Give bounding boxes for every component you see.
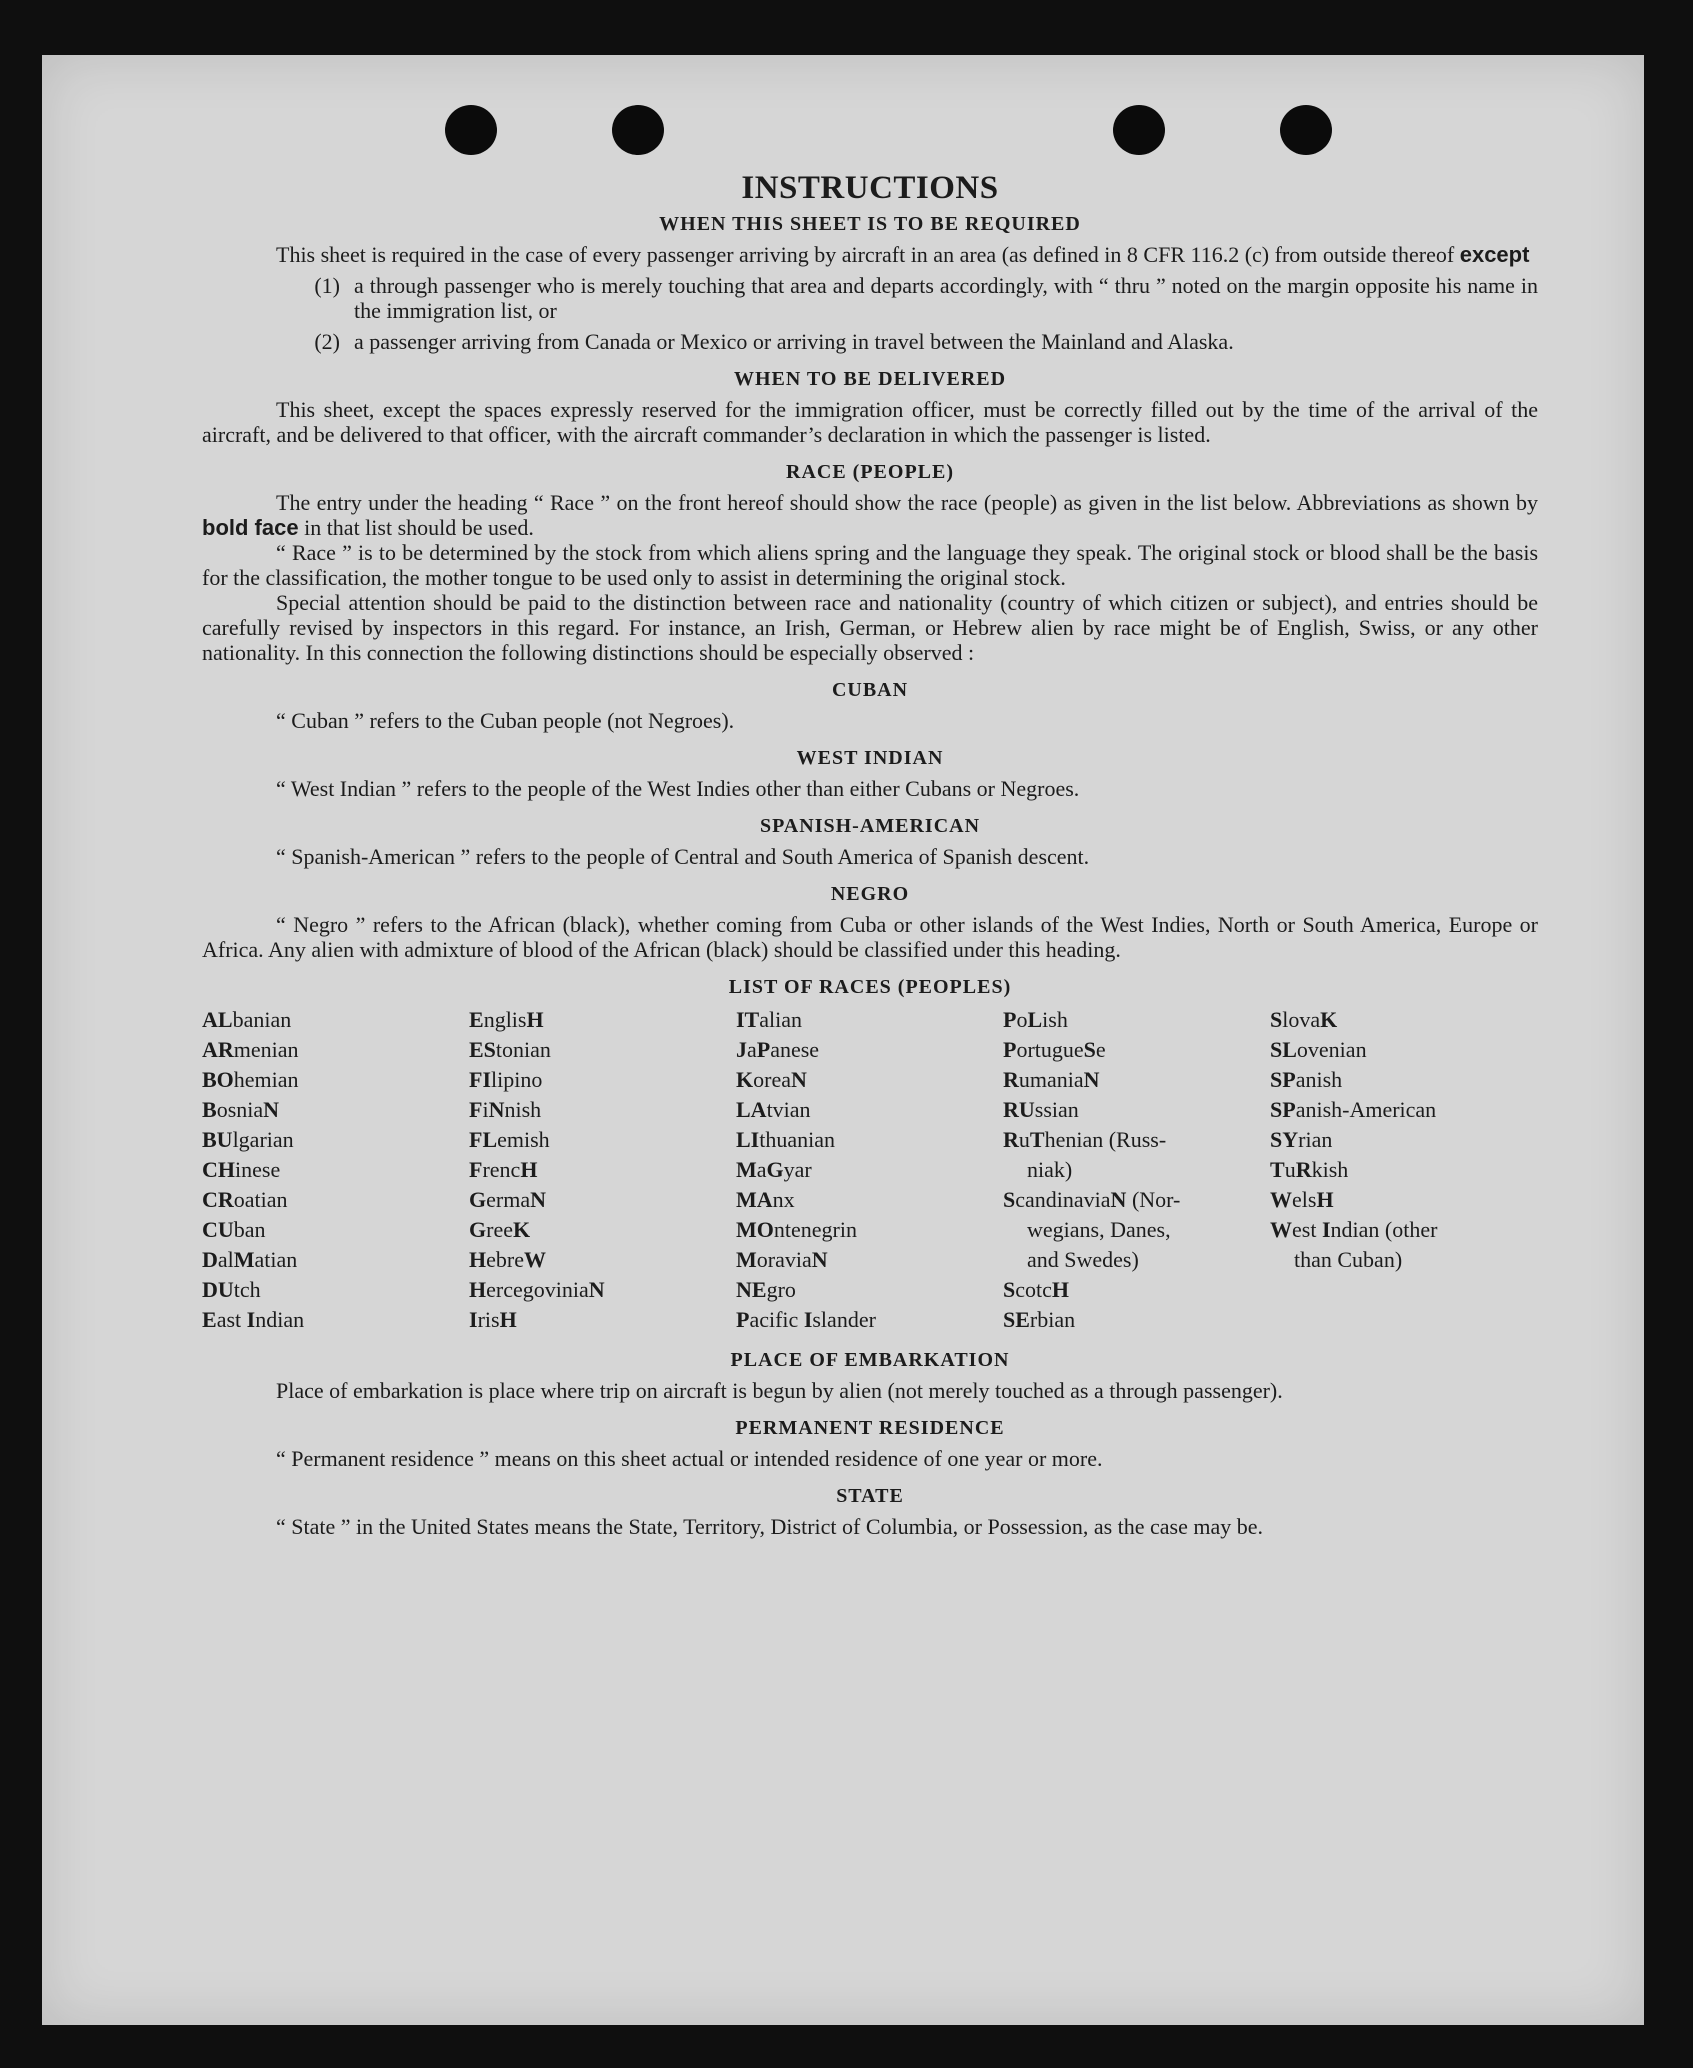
race-text: lgarian — [232, 1127, 294, 1152]
race-text: slander — [812, 1307, 876, 1332]
race-entry — [469, 1095, 736, 1125]
race-entry — [1270, 1095, 1537, 1125]
race-text: ssian — [1034, 1097, 1079, 1122]
race-abbreviation: NE — [736, 1277, 767, 1302]
punch-hole — [1280, 105, 1332, 155]
race-entry — [202, 1305, 469, 1335]
race-bold: bold face — [202, 515, 299, 540]
section-heading: PLACE OF EMBARKATION — [730, 1349, 1010, 1371]
race-entry — [736, 1125, 1003, 1155]
race-text: e — [1095, 1037, 1106, 1062]
race-abbreviation: P — [1003, 1037, 1017, 1062]
race-text: and Swedes) — [1027, 1247, 1139, 1272]
race-entry — [469, 1125, 736, 1155]
section-heading: LIST OF RACES (PEOPLES) — [728, 976, 1012, 998]
race-abbreviation: B — [202, 1097, 217, 1122]
race-entry — [1270, 1155, 1537, 1185]
race-entry — [1003, 1005, 1270, 1035]
race-abbreviation: W — [1270, 1217, 1292, 1242]
race-abbreviation: P — [736, 1307, 750, 1332]
race-column — [202, 1005, 469, 1335]
section-text — [202, 242, 1538, 267]
race-text: oatian — [233, 1187, 288, 1212]
race-entry — [469, 1275, 736, 1305]
section-text: “ Spanish-American ” refers to the people of Central and South America of Spanish descent. — [276, 844, 1090, 869]
race-text: anese — [770, 1037, 820, 1062]
section-text: Special attention should be paid to the distinction between race and nationality (country of which citizen or subject), and entries should be carefully revised by inspectors in this regard. For instance, an Irish, German, or Hebrew alien by race might be of English, Swiss, or any other nationality. In this connection the following distinctions should be especially observed : — [202, 590, 1538, 665]
race-entry — [469, 1245, 736, 1275]
race-text: osnia — [216, 1097, 264, 1122]
item-text: a passenger arriving from Canada or Mexico or arriving in travel between the Mainland and Alaska. — [354, 329, 1234, 354]
race-abbreviation: E — [469, 1007, 484, 1032]
race-abbreviation: P — [1003, 1007, 1017, 1032]
race-abbreviation: LA — [736, 1097, 767, 1122]
race-entry — [202, 1245, 469, 1275]
race-abbreviation: G — [766, 1157, 784, 1182]
race-text: a — [756, 1157, 767, 1182]
race-text: ree — [486, 1217, 513, 1242]
race-text: ndian — [255, 1307, 305, 1332]
race-abbreviation: H — [469, 1277, 487, 1302]
race-text: est — [1292, 1217, 1322, 1242]
race-abbreviation: H — [1316, 1187, 1334, 1212]
race-text: banian — [232, 1007, 292, 1032]
race-abbreviation: L — [1027, 1007, 1043, 1032]
race-abbreviation: S — [1083, 1037, 1096, 1062]
race-abbreviation: N — [1110, 1187, 1127, 1212]
race-text: ortugue — [1016, 1037, 1084, 1062]
race-text: wegians, Danes, — [1027, 1217, 1171, 1242]
race-text: ish — [1042, 1007, 1068, 1032]
section-text — [202, 490, 1538, 540]
race-text: els — [1292, 1187, 1317, 1212]
race-abbreviation: K — [512, 1217, 531, 1242]
race-abbreviation: R — [1003, 1067, 1019, 1092]
race-abbreviation: CU — [202, 1217, 234, 1242]
section-heading: SPANISH-AMERICAN — [759, 815, 981, 837]
race-entry — [202, 1035, 469, 1065]
race-text: in that list should be used. — [304, 515, 534, 540]
race-entry — [1003, 1125, 1270, 1155]
race-abbreviation: N — [488, 1097, 505, 1122]
race-abbreviation: T — [1270, 1157, 1285, 1182]
race-entry — [736, 1155, 1003, 1185]
section-heading: RACE (PEOPLE) — [786, 461, 954, 483]
race-text: u — [1284, 1157, 1296, 1182]
race-abbreviation: N — [1083, 1067, 1100, 1092]
race-text: yar — [783, 1157, 812, 1182]
race-abbreviation: CR — [202, 1187, 234, 1212]
race-abbreviation: LI — [736, 1127, 760, 1152]
race-entry — [202, 1095, 469, 1125]
race-text: rbian — [1029, 1307, 1076, 1332]
race-entry — [736, 1065, 1003, 1095]
race-entry — [202, 1155, 469, 1185]
section-text: “ Cuban ” refers to the Cuban people (not Negroes). — [276, 708, 735, 733]
race-abbreviation: F — [469, 1157, 483, 1182]
race-abbreviation: K — [736, 1067, 754, 1092]
race-text: The entry under the heading “ Race ” on the front hereof should show the race (people) as given in the list below. Abbreviations as shown by — [276, 490, 1538, 515]
race-entry — [469, 1065, 736, 1095]
race-entry — [469, 1185, 736, 1215]
race-abbreviation: N — [790, 1067, 807, 1092]
race-list — [202, 1005, 1538, 1335]
required-intro-bold: except — [1459, 242, 1530, 267]
race-abbreviation: D — [202, 1247, 218, 1272]
race-abbreviation: SE — [1003, 1307, 1030, 1332]
race-column — [1270, 1005, 1537, 1335]
race-entry — [1270, 1215, 1537, 1245]
item-number: (2) — [314, 329, 340, 354]
section-text: This sheet, except the spaces expressly reserved for the immigration officer, must be correctly filled out by the time of the arrival of the aircraft, and be delivered to that officer, with the aircraft commander’s declaration in which the passenger is listed. — [202, 397, 1538, 447]
race-abbreviation: H — [469, 1247, 487, 1272]
race-abbreviation: N — [530, 1187, 546, 1212]
race-abbreviation: SL — [1270, 1037, 1297, 1062]
race-entry — [202, 1005, 469, 1035]
race-entry — [1270, 1065, 1537, 1095]
race-abbreviation: AL — [202, 1007, 233, 1032]
section-heading: WHEN TO BE DELIVERED — [733, 368, 1007, 390]
list-item — [202, 273, 1538, 323]
race-entry — [1270, 1005, 1537, 1035]
race-entry — [1003, 1275, 1270, 1305]
race-abbreviation: BU — [202, 1127, 233, 1152]
race-abbreviation: I — [1321, 1217, 1331, 1242]
race-text: emish — [497, 1127, 550, 1152]
race-entry — [736, 1305, 1003, 1335]
section-text: “ State ” in the United States means the State, Territory, District of Columbia, or Possession, as the case may be. — [276, 1514, 1264, 1539]
item-number: (1) — [314, 273, 340, 298]
race-abbreviation: H — [499, 1307, 517, 1332]
section-text: “ West Indian ” refers to the people of the West Indies other than either Cubans or Negroes. — [276, 776, 1080, 801]
race-abbreviation: M — [736, 1157, 757, 1182]
race-abbreviation: T — [1029, 1127, 1045, 1152]
race-entry — [202, 1125, 469, 1155]
race-text: anish-American — [1295, 1097, 1437, 1122]
section-heading: WEST INDIAN — [796, 747, 944, 769]
race-text: candinavia — [1015, 1187, 1111, 1212]
race-entry — [1003, 1245, 1270, 1275]
race-abbreviation: W — [523, 1247, 546, 1272]
race-entry — [469, 1155, 736, 1185]
race-text: atian — [254, 1247, 298, 1272]
race-text: renc — [482, 1157, 521, 1182]
race-text: ovenian — [1296, 1037, 1367, 1062]
race-text: menian — [233, 1037, 299, 1062]
race-text: tch — [233, 1277, 261, 1302]
race-entry — [736, 1245, 1003, 1275]
required-intro: This sheet is required in the case of every passenger arriving by aircraft in an area (as defined in 8 CFR 116.2 (c) from outside thereof — [276, 242, 1455, 267]
race-text: ast — [216, 1307, 247, 1332]
race-text: gro — [766, 1277, 796, 1302]
race-abbreviation: M — [736, 1247, 757, 1272]
race-abbreviation: AR — [202, 1037, 234, 1062]
race-entry — [1003, 1215, 1270, 1245]
race-text: kish — [1311, 1157, 1349, 1182]
race-entry — [469, 1305, 736, 1335]
document-sheet — [42, 55, 1644, 2025]
race-entry — [1270, 1185, 1537, 1215]
race-abbreviation: K — [1320, 1007, 1338, 1032]
race-text: u — [1018, 1127, 1030, 1152]
race-abbreviation: S — [1270, 1007, 1283, 1032]
race-text: ntenegrin — [773, 1217, 857, 1242]
race-text: oravia — [756, 1247, 812, 1272]
race-text: inese — [235, 1157, 281, 1182]
race-abbreviation: BO — [202, 1067, 234, 1092]
section-heading: STATE — [836, 1485, 904, 1507]
race-abbreviation: G — [469, 1217, 487, 1242]
race-entry — [1003, 1065, 1270, 1095]
race-text: cotc — [1015, 1277, 1052, 1302]
race-entry — [736, 1005, 1003, 1035]
race-text: erma — [486, 1187, 531, 1212]
race-abbreviation: R — [1003, 1127, 1019, 1152]
race-abbreviation: I — [469, 1307, 478, 1332]
race-column — [469, 1005, 736, 1335]
race-abbreviation: RU — [1003, 1097, 1035, 1122]
section-text: Place of embarkation is place where trip on aircraft is begun by alien (not merely touched as a through passenger). — [276, 1378, 1283, 1403]
race-text: thuanian — [759, 1127, 836, 1152]
race-abbreviation: MO — [736, 1217, 774, 1242]
race-abbreviation: ES — [469, 1037, 496, 1062]
race-text: a — [747, 1037, 757, 1062]
section-heading: CUBAN — [831, 679, 909, 701]
race-column — [1003, 1005, 1270, 1335]
race-text: henian (Russ- — [1044, 1127, 1167, 1152]
race-entry — [736, 1095, 1003, 1125]
race-entry — [1003, 1305, 1270, 1335]
race-text: nglis — [483, 1007, 527, 1032]
race-text: al — [217, 1247, 234, 1272]
section-heading: PERMANENT RESIDENCE — [735, 1417, 1005, 1439]
race-abbreviation: H — [520, 1157, 538, 1182]
race-abbreviation: SP — [1270, 1097, 1296, 1122]
race-abbreviation: G — [469, 1187, 487, 1212]
race-abbreviation: N — [811, 1247, 828, 1272]
race-abbreviation: H — [1051, 1277, 1070, 1302]
race-abbreviation: DU — [202, 1277, 234, 1302]
page-title: INSTRUCTIONS — [741, 170, 999, 206]
race-abbreviation: SP — [1270, 1067, 1296, 1092]
race-text: umania — [1018, 1067, 1084, 1092]
race-entry — [1270, 1125, 1537, 1155]
race-text: orea — [753, 1067, 791, 1092]
section-text: “ Negro ” refers to the African (black), whether coming from Cuba or other islands of the West Indies, North or South America, Europe or Africa. Any alien with admixture of blood of the African (black) should be classified under this heading. — [202, 912, 1538, 962]
race-entry — [202, 1275, 469, 1305]
race-abbreviation: J — [736, 1037, 747, 1062]
race-abbreviation: M — [233, 1247, 255, 1272]
race-text: than Cuban) — [1294, 1247, 1403, 1272]
race-text: acific — [749, 1307, 804, 1332]
race-abbreviation: H — [526, 1007, 544, 1032]
race-entry — [202, 1215, 469, 1245]
item-text: a through passenger who is merely touching that area and departs accordingly, with “ thru ” noted on the margin opposite his name in the immigration list, or — [354, 273, 1538, 323]
race-entry — [202, 1185, 469, 1215]
race-abbreviation: E — [202, 1307, 217, 1332]
race-abbreviation: MA — [736, 1187, 773, 1212]
instructions-content — [202, 170, 1538, 1539]
race-text: i — [482, 1097, 489, 1122]
section-text: “ Race ” is to be determined by the stock from which aliens spring and the language they speak. The original stock or blood shall be the basis for the classification, the mother tongue to be used only to assist in determining the original stock. — [202, 540, 1538, 590]
race-column — [736, 1005, 1003, 1335]
race-entry — [736, 1275, 1003, 1305]
race-abbreviation: IT — [736, 1007, 760, 1032]
punch-hole — [445, 105, 497, 155]
race-abbreviation: R — [1295, 1157, 1312, 1182]
section-text: “ Permanent residence ” means on this sheet actual or intended residence of one year or more. — [276, 1446, 1103, 1471]
race-abbreviation: N — [263, 1097, 280, 1122]
race-text: ndian (other — [1330, 1217, 1438, 1242]
race-abbreviation: FI — [469, 1067, 491, 1092]
race-entry — [1003, 1095, 1270, 1125]
race-text: niak) — [1027, 1157, 1073, 1182]
race-abbreviation: S — [1003, 1187, 1016, 1212]
race-text: nish — [504, 1097, 542, 1122]
race-text: ebre — [486, 1247, 524, 1272]
race-entry — [202, 1065, 469, 1095]
race-abbreviation: I — [246, 1307, 256, 1332]
list-item — [202, 329, 1538, 354]
section-heading: WHEN THIS SHEET IS TO BE REQUIRED — [659, 213, 1081, 235]
race-abbreviation: FL — [469, 1127, 498, 1152]
race-entry — [469, 1215, 736, 1245]
race-abbreviation: S — [1003, 1277, 1016, 1302]
race-entry — [469, 1035, 736, 1065]
race-entry — [1270, 1245, 1537, 1275]
punch-hole — [1113, 105, 1165, 155]
race-entry — [469, 1005, 736, 1035]
punch-hole — [612, 105, 664, 155]
race-text: anish — [1295, 1067, 1343, 1092]
race-abbreviation: CH — [202, 1157, 235, 1182]
race-entry — [1270, 1035, 1537, 1065]
race-entry — [1003, 1185, 1270, 1215]
race-entry — [736, 1035, 1003, 1065]
race-abbreviation: SY — [1270, 1127, 1299, 1152]
race-text: rian — [1298, 1127, 1333, 1152]
race-entry — [736, 1215, 1003, 1245]
race-text: ercegovinia — [486, 1277, 589, 1302]
race-abbreviation: W — [1270, 1187, 1292, 1212]
race-entry — [1003, 1155, 1270, 1185]
race-text: hemian — [233, 1067, 299, 1092]
race-text: lipino — [491, 1067, 543, 1092]
race-text: nx — [772, 1187, 795, 1212]
race-text: (Nor- — [1126, 1187, 1181, 1212]
race-entry — [736, 1185, 1003, 1215]
race-entry — [1003, 1035, 1270, 1065]
race-abbreviation: P — [756, 1037, 771, 1062]
race-text: lova — [1282, 1007, 1321, 1032]
race-text: alian — [759, 1007, 803, 1032]
race-text: o — [1016, 1007, 1028, 1032]
race-abbreviation: F — [469, 1097, 483, 1122]
race-abbreviation: I — [803, 1307, 813, 1332]
race-text: tonian — [495, 1037, 551, 1062]
race-text: tvian — [766, 1097, 811, 1122]
race-text: ban — [233, 1217, 266, 1242]
race-text: ris — [477, 1307, 500, 1332]
race-abbreviation: N — [588, 1277, 605, 1302]
section-heading: NEGRO — [830, 883, 910, 905]
